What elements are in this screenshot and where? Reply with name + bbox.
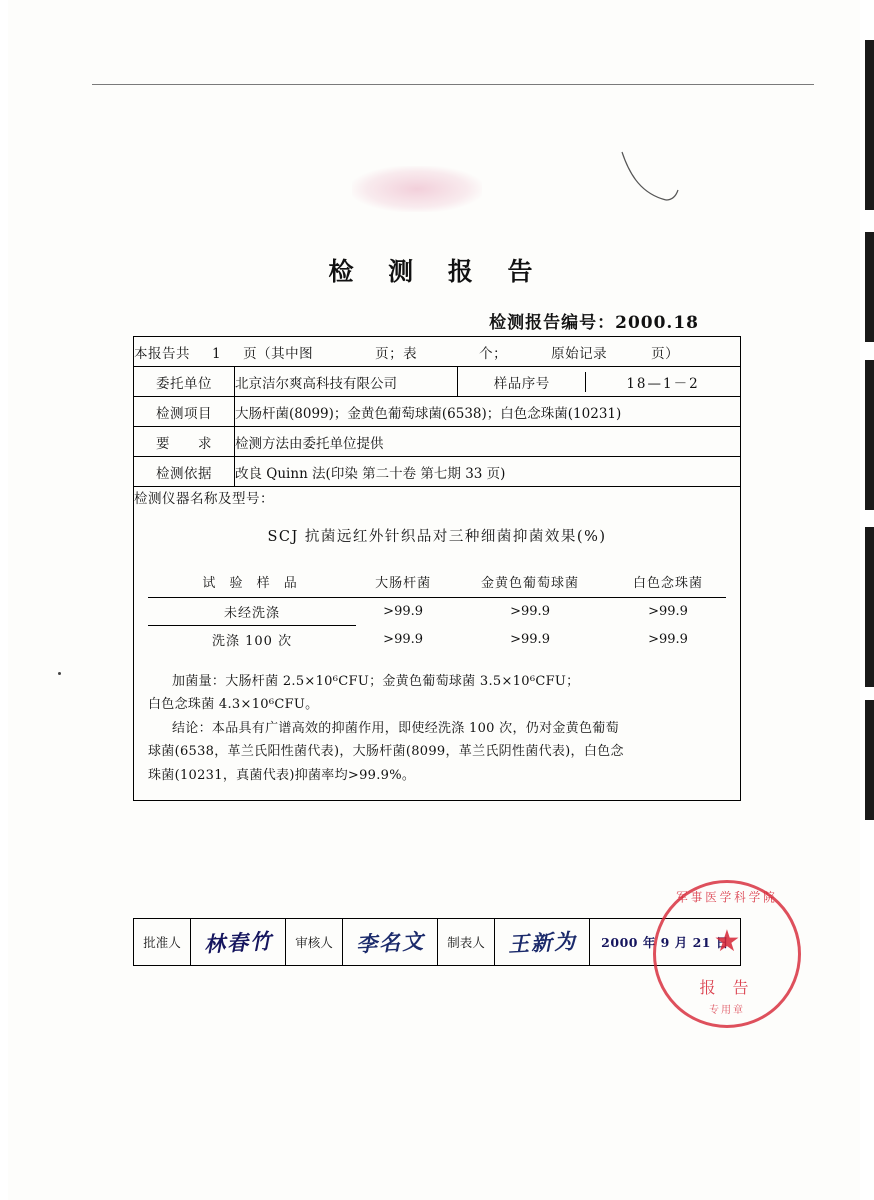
approver-name: 林春竹 [202, 928, 274, 957]
pages-count: 1 [212, 345, 222, 362]
note-line-3: 结论：本品具有广谱高效的抑菌作用，即使经洗涤 100 次，仍对金黄色葡萄 [172, 720, 619, 736]
sample-no-value: 18—1－2 [626, 375, 700, 392]
table-row-client [134, 367, 741, 397]
pages-part3: 页；表 [375, 345, 418, 362]
cell-sample-unwashed: 未经洗涤 [148, 598, 356, 626]
cell-unwashed-staph: >99.9 [450, 598, 610, 626]
note-line-5: 珠菌(10231，真菌代表)抑菌率均>99.9%。 [148, 767, 416, 783]
author-label: 制表人 [438, 919, 495, 966]
table-row-pages [134, 337, 741, 367]
row-value-basis: 改良 Quinn 法(印染 第二十卷 第七期 33 页) [235, 457, 741, 487]
star-icon: ★ [713, 924, 741, 960]
report-number-value: 2000.18 [615, 313, 699, 333]
table-row-instrument [134, 487, 741, 508]
report-date-value: 2000 年 9 月 21 日 [601, 935, 729, 950]
table-row-results [134, 507, 741, 801]
note-line-4: 球菌(6538，革兰氏阳性菌代表)，大肠杆菌(8099，革兰氏阴性菌代表)，白色念 [148, 744, 624, 760]
cell-unwashed-ecoli: >99.9 [356, 598, 450, 626]
pages-summary-cell [134, 337, 741, 367]
results-data-table [148, 568, 726, 653]
row-label-requirement: 要 求 [134, 427, 235, 457]
signature-table [133, 918, 741, 966]
pages-part4: 个； [479, 345, 508, 362]
col-header-staph: 金黄色葡萄球菌 [481, 576, 580, 591]
author-name: 王新为 [506, 928, 578, 957]
pages-part1: 本报告共 [134, 345, 190, 362]
pink-stain-artifact [352, 166, 482, 212]
note-line-2: 白色念珠菌 4.3×10⁶CFU。 [148, 697, 319, 713]
approver-signature [191, 919, 286, 966]
reviewer-label: 审核人 [286, 919, 343, 966]
page-left-edge [0, 0, 8, 1200]
table-row [148, 626, 726, 654]
cell-unwashed-candida: >99.9 [610, 598, 726, 626]
table-row-items [134, 397, 741, 427]
note-line-1: 加菌量：大肠杆菌 2.5×10⁶CFU；金黄色葡萄球菌 3.5×10⁶CFU； [172, 674, 580, 689]
results-header-row [148, 568, 726, 598]
report-info-table [133, 336, 741, 801]
seal-sub-text: 专用章 [709, 1005, 745, 1016]
pages-part2: 页（其中图 [243, 345, 314, 362]
notes-block [148, 671, 726, 786]
scan-artifact-mark [865, 40, 874, 210]
row-label-items: 检测项目 [134, 397, 235, 427]
row-value-requirement: 检测方法由委托单位提供 [235, 427, 741, 457]
reviewer-name: 李名文 [354, 928, 426, 957]
approver-label: 批准人 [134, 919, 191, 966]
seal-top-text: 军事医学科学院 [676, 889, 778, 905]
table-row-signatures [134, 919, 741, 966]
cell-washed100-staph: >99.9 [510, 631, 550, 647]
col-header-ecoli: 大肠杆菌 [375, 576, 432, 591]
report-number-label: 检测报告编号： [489, 313, 616, 333]
table-row-basis [134, 457, 741, 487]
cell-washed100-candida: >99.9 [648, 631, 688, 647]
pages-part5: 原始记录 [551, 345, 608, 362]
col-header-sample: 试 验 样 品 [202, 576, 302, 591]
sample-no-label: 样品序号 [458, 372, 585, 392]
row-label-client: 委托单位 [134, 367, 235, 397]
sample-no-group [458, 367, 741, 397]
author-signature [495, 919, 590, 966]
table-row-requirement [134, 427, 741, 457]
row-value-items: 大肠杆菌(8099)；金黄色葡萄球菌(6538)；白色念珠菌(10231) [235, 397, 741, 427]
results-title: SCJ 抗菌远红外针织品对三种细菌抑菌效果(%) [267, 529, 607, 545]
table-row [148, 598, 726, 626]
page-top-rule [92, 84, 814, 85]
seal-main-text: 报 告 [699, 978, 755, 997]
col-header-candida: 白色念珠菌 [632, 576, 703, 591]
instrument-label: 检测仪器名称及型号： [134, 487, 741, 508]
ink-dot-artifact [58, 672, 61, 675]
pages-part6: 页） [651, 345, 680, 362]
cell-washed100-ecoli: >99.9 [383, 631, 424, 647]
cell-sample-washed100: 洗涤 100 次 [212, 634, 293, 649]
scan-artifact-mark [865, 527, 874, 687]
row-label-basis: 检测依据 [134, 457, 235, 487]
scan-artifact-mark [865, 700, 874, 820]
results-block [134, 507, 741, 801]
page-title: 检 测 报 告 [328, 257, 546, 286]
paper-fold-artifact [620, 150, 680, 210]
report-date [590, 919, 741, 966]
row-value-client: 北京洁尔爽高科技有限公司 [235, 367, 458, 397]
report-number [489, 308, 699, 333]
reviewer-signature [343, 919, 438, 966]
scan-artifact-mark [865, 360, 874, 510]
